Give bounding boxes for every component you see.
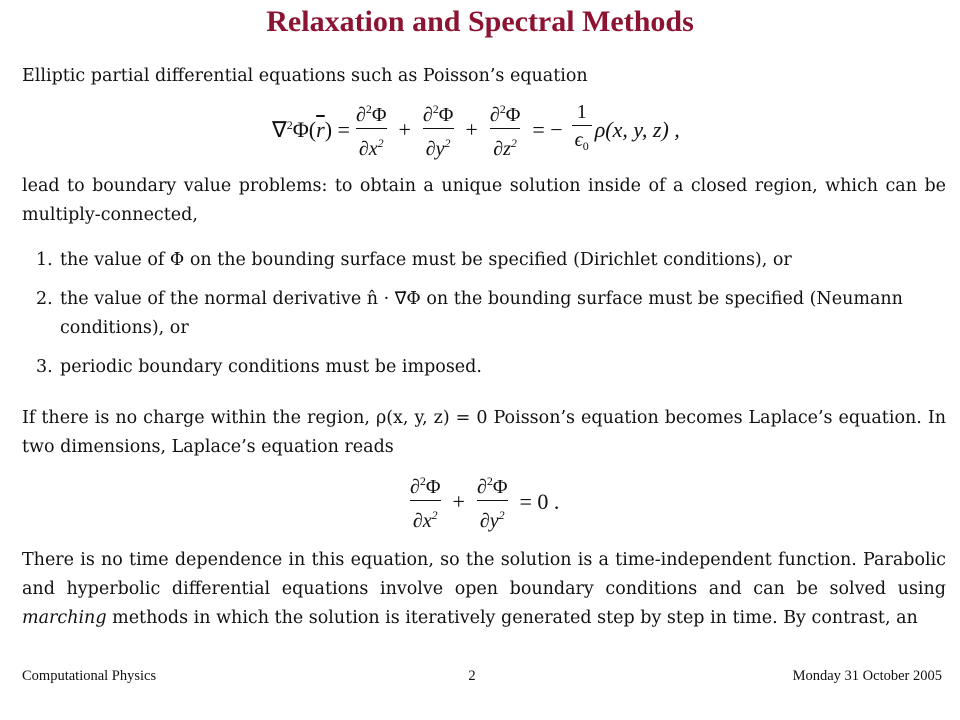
- paragraph-boundary: lead to boundary value problems: to obtain a unique solution inside of a closed region, which can be multiply-connected,: [22, 176, 946, 225]
- poisson-rhs-fraction: $\frac{1}{\epsilon_0}$: [572, 101, 592, 158]
- footer-date: Monday 31 October 2005: [792, 668, 942, 684]
- paragraph-time-dependence: There is no time dependence in this equation, so the solution is a time-independent function. Parabolic and hyperbolic differential equations involve open boundary conditions and can be solved using marching methods in which the solution is iteratively generated step by step in time. By contrast, an: [22, 550, 946, 628]
- footer-course: Computational Physics: [22, 668, 157, 684]
- page-title: Relaxation and Spectral Methods: [266, 5, 694, 38]
- poisson-lhs: $\nabla^2\Phi(\overline{r})$ =: [272, 116, 350, 142]
- laplace-term-y: $\frac{\partial^2\Phi}{\partial y^2}$: [476, 474, 508, 532]
- laplace-term-x: $\frac{\partial^2\Phi}{\partial x^2}$: [410, 474, 441, 532]
- boundary-conditions-list: [36, 246, 946, 382]
- poisson-equation: $\nabla^2\Phi(\overline{r})$ = $\frac{\partial^2\Phi}{\partial x^2}$ + $\frac{\partial^2\Phi}{\partial y^2}$ + $\frac{\partial^2\Phi}{\partial z^2}$ = − $\frac{1}{\epsilon_0}$ ρ(x, y, z) ,: [272, 98, 680, 161]
- paragraph-laplace: If there is no charge within the region, ρ(x, y, z) = 0 Poisson’s equation becomes Laplace’s equation. In two dimensions, Laplace’s equation reads: [22, 408, 946, 457]
- list-item: 3. periodic boundary conditions must be imposed.: [36, 357, 482, 377]
- poisson-term-x: $\frac{\partial^2\Phi}{\partial x^2}$: [355, 102, 387, 160]
- footer-page-number: 2: [468, 668, 476, 684]
- intro-text: Elliptic partial differential equations such as Poisson’s equation: [22, 66, 588, 86]
- footer: [22, 668, 942, 688]
- poisson-rhs-rho: ρ(x, y, z) ,: [594, 116, 680, 142]
- marching-emphasis: marching: [22, 608, 107, 628]
- laplace-equation: $\frac{\partial^2\Phi}{\partial x^2}$ + $\frac{\partial^2\Phi}{\partial y^2}$ = 0 .: [404, 470, 565, 533]
- poisson-term-z: $\frac{\partial^2\Phi}{\partial z^2}$: [489, 102, 521, 160]
- list-item: 1. the value of Φ on the bounding surface must be specified (Dirichlet conditions), or: [36, 250, 792, 270]
- poisson-term-y: $\frac{\partial^2\Phi}{\partial y^2}$: [422, 102, 454, 160]
- list-item: 2. the value of the normal derivative n̂ · ∇⃗Φ on the bounding surface must be specified (Neumann conditions), or: [36, 289, 903, 338]
